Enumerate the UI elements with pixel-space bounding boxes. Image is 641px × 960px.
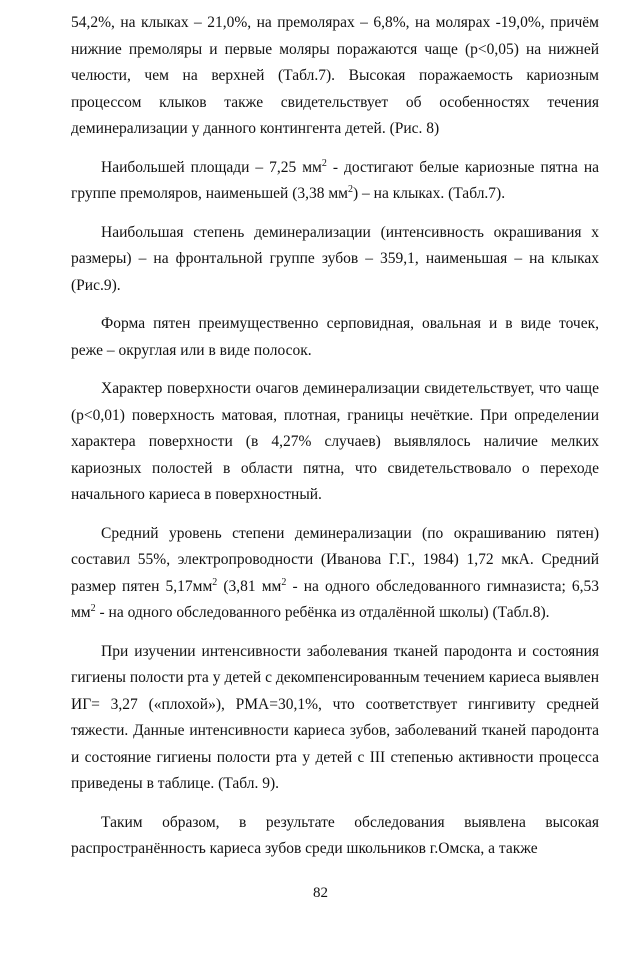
paragraph-2-part-b: - достигают белые кариозные пятна на группе премоляров, наименьшей (3,38 мм xyxy=(71,158,599,202)
page-number: 82 xyxy=(313,885,328,901)
paragraph-6-part-a: Средний уровень степени деминерализации (по окрашиванию пятен) составил 55%, электропроводности (Иванова Г.Г., 1984) 1,72 мкА. Средний размер пятен 5,17мм xyxy=(71,524,599,595)
paragraph-7 xyxy=(71,639,599,798)
paragraph-8 xyxy=(71,810,599,863)
superscript: 2 xyxy=(212,576,218,588)
superscript: 2 xyxy=(348,183,353,195)
paragraph-5-text: Характер поверхности очагов деминерализации свидетельствует, что чаще (р<0,01) поверхность матовая, плотная, границы нечёткие. При определении характера поверхности (в 4,27% случаев) выявлялось наличие мелких кариозных полостей в области пятна, что свидетельствовало о переходе начального кариеса в поверхностный. xyxy=(71,380,599,503)
superscript: 2 xyxy=(321,157,327,169)
paragraph-1: 54,2%, на клыках – 21,0%, на премолярах – 6,8%, на молярах -19,0%, причём нижние премоляры и первые моляры поражаются чаще (р<0,05) на нижней челюсти, чем на верхней (Табл.7). Высокая поражаемость кариозным процессом клыков также свидетельствует об особенностях течения деминерализации у данного контингента детей. (Рис. 8) xyxy=(71,14,599,137)
paragraph-4 xyxy=(71,311,599,364)
paragraph-3-text: Наибольшая степень деминерализации (интенсивность окрашивания х размеры) – на фронтальной группе зубов – 359,1, наименьшая – на клыках (Рис.9). xyxy=(71,223,599,294)
paragraph-3 xyxy=(71,220,599,300)
paragraph-5 xyxy=(71,376,599,509)
paragraph-6-part-c: - на одного обследованного гимназиста; 6,53 мм xyxy=(71,577,600,621)
paragraph-4-text: Форма пятен преимущественно серповидная, овальная и в виде точек, реже – округлая или в виде полосок. xyxy=(71,315,599,359)
paragraph-6-part-b: (3,81 мм xyxy=(217,577,282,595)
superscript: 2 xyxy=(281,576,287,588)
superscript: 2 xyxy=(90,602,96,614)
paragraph-2-part-a: Наибольшей площади – 7,25 мм xyxy=(101,158,322,176)
paragraph-6-part-d: - на одного обследованного ребёнка из отдалённой школы) (Табл.8). xyxy=(95,604,550,621)
paragraph-2 xyxy=(71,155,599,208)
paragraph-2-part-c: ) – на клыках. (Табл.7). xyxy=(353,185,506,202)
paragraph-8-text: Таким образом, в результате обследования выявлена высокая распространённость кариеса зубов среди школьников г.Омска, а также xyxy=(71,813,599,857)
document-page xyxy=(71,10,599,875)
paragraph-7-text: При изучении интенсивности заболевания тканей пародонта и состояния гигиены полости рта у детей с декомпенсированным течением кариеса выявлен ИГ= 3,27 («плохой»), РМА=30,1%, что соответствует гингивиту средней тяжести. Данные интенсивности кариеса зубов, заболеваний тканей пародонта и состояние гигиены полости рта у детей с III степенью активности процесса приведены в таблице. (Табл. 9). xyxy=(71,642,599,792)
paragraph-6 xyxy=(71,521,599,627)
